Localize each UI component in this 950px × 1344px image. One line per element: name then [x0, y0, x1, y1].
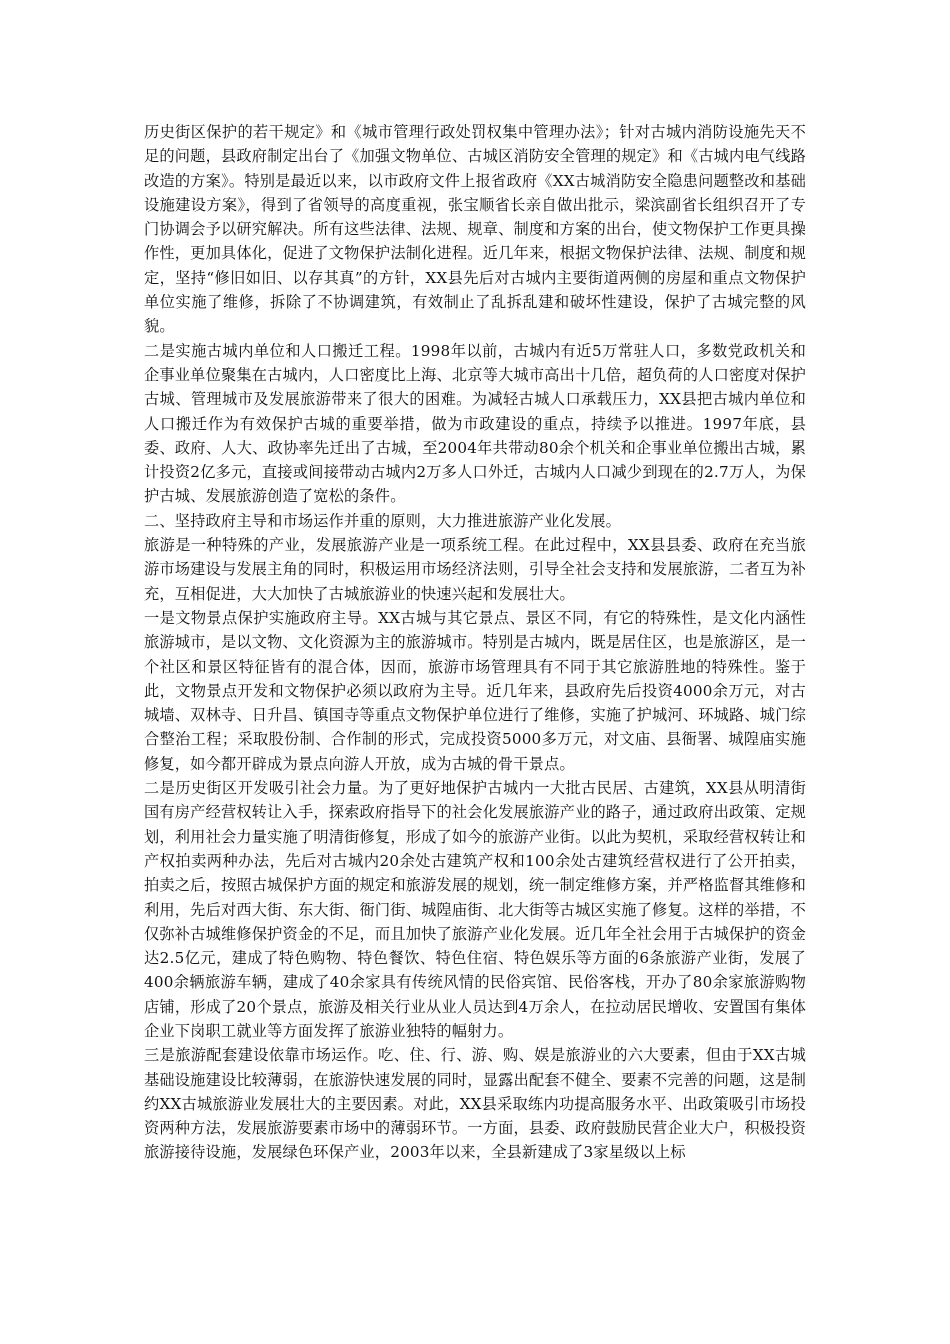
- paragraph-heritage-regulations: 历史街区保护的若干规定》和《城市管理行政处罚权集中管理办法》；针对古城内消防设施先天不足的问题，县政府制定出台了《加强文物单位、古城区消防安全管理的规定》和《古城内电气线路改造的方案》。特别是最近以来，以市政府文件上报省政府《XX古城消防安全隐患问题整改和基础设施建设方案》，得到了省领导的高度重视，张宝顺省长亲自做出批示，梁滨副省长组织召开了专门协调会予以研究解决。所有这些法律、法规、规章、制度和方案的出台，使文物保护工作更具操作性，更加具体化，促进了文物保护法制化进程。近几年来，根据文物保护法律、法规、制度和规定，坚持“修旧如旧、以存其真”的方针，XX县先后对古城内主要街道两侧的房屋和重点文物保护单位实施了维修，拆除了不协调建筑，有效制止了乱拆乱建和破坏性建设，保护了古城完整的风貌。: [144, 123, 806, 336]
- section-heading-tourism-industrialization: 二、坚持政府主导和市场运作并重的原则，大力推进旅游产业化发展。: [144, 511, 622, 530]
- paragraph-relocation-project: 二是实施古城内单位和人口搬迁工程。1998年以前，古城内有近5万常驻人口，多数党政机关和企事业单位聚集在古城内，人口密度比上海、北京等大城市高出十几倍，超负荷的人口密度对保护古城、管理城市及发展旅游带来了很大的困难。为减轻古城人口承载压力，XX县把古城内单位和人口搬迁作为有效保护古城的重要举措，做为市政建设的重点，持续予以推进。1997年底，县委、政府、人大、政协率先迁出了古城，至2004年共带动80余个机关和企事业单位搬出古城，累计投资2亿多元，直接或间接带动古城内2万多人口外迁，古城内人口减少到现在的2.7万人，为保护古城、发展旅游创造了宽松的条件。: [144, 341, 806, 506]
- paragraph-historic-district-development: 二是历史街区开发吸引社会力量。为了更好地保护古城内一大批古民居、古建筑，XX县从明清街国有房产经营权转让入手，探索政府指导下的社会化发展旅游产业的路子，通过政府出政策、定规划，利用社会力量实施了明清街修复，形成了如今的旅游产业街。以此为契机，采取经营权转让和产权拍卖两种办法，先后对古城内20余处古建筑产权和100余处古建筑经营权进行了公开拍卖，拍卖之后，按照古城保护方面的规定和旅游发展的规划，统一制定维修方案，并严格监督其维修和利用，先后对西大街、东大街、衙门街、城隍庙街、北大街等古城区实施了修复。这样的举措，不仅弥补古城维修保护资金的不足，而且加快了旅游产业化发展。近几年全社会用于古城保护的资金达2.5亿元，建成了特色购物、特色餐饮、特色住宿、特色娱乐等方面的6条旅游产业街，发展了400余辆旅游车辆，建成了40余家具有传统风情的民俗宾馆、民俗客栈，开办了80余家旅游购物店铺，形成了20个景点，旅游及相关行业从业人员达到4万余人，在拉动居民增收、安置国有集体企业下岗职工就业等方面发挥了旅游业独特的幅射力。: [144, 779, 806, 1040]
- paragraph-tourism-system: 旅游是一种特殊的产业，发展旅游产业是一项系统工程。在此过程中，XX县县委、政府在充当旅游市场建设与发展主角的同时，积极运用市场经济法则，引导全社会支持和发展旅游，二者互为补充，互相促进，大大加快了古城旅游业的快速兴起和发展壮大。: [144, 536, 806, 603]
- paragraph-market-operation: 三是旅游配套建设依靠市场运作。吃、住、行、游、购、娱是旅游业的六大要素，但由于XX古城基础设施建设比较薄弱，在旅游快速发展的同时，显露出配套不健全、要素不完善的问题，这是制约XX古城旅游业发展壮大的主要因素。对此，XX县采取练内功提高服务水平、出政策吸引市场投资两种方法，发展旅游要素市场中的薄弱环节。一方面，县委、政府鼓励民营企业大户，积极投资旅游接待设施，发展绿色环保产业，2003年以来，全县新建成了3家星级以上标: [144, 1046, 806, 1162]
- paragraph-government-led-protection: 一是文物景点保护实施政府主导。XX古城与其它景点、景区不同，有它的特殊性，是文化内涵性旅游城市，是以文物、文化资源为主的旅游城市。特别是古城内，既是居住区，也是旅游区，是一个社区和景区特征皆有的混合体，因而，旅游市场管理具有不同于其它旅游胜地的特殊性。鉴于此，文物景点开发和文物保护必须以政府为主导。近几年来，县政府先后投资4000余万元，对古城墙、双林寺、日升昌、镇国寺等重点文物保护单位进行了维修，实施了护城河、环城路、城门综合整治工程；采取股份制、合作制的形式，完成投资5000多万元，对文庙、县衙署、城隍庙实施修复，如今都开辟成为景点向游人开放，成为古城的骨干景点。: [144, 608, 806, 773]
- document-body: [144, 120, 806, 1165]
